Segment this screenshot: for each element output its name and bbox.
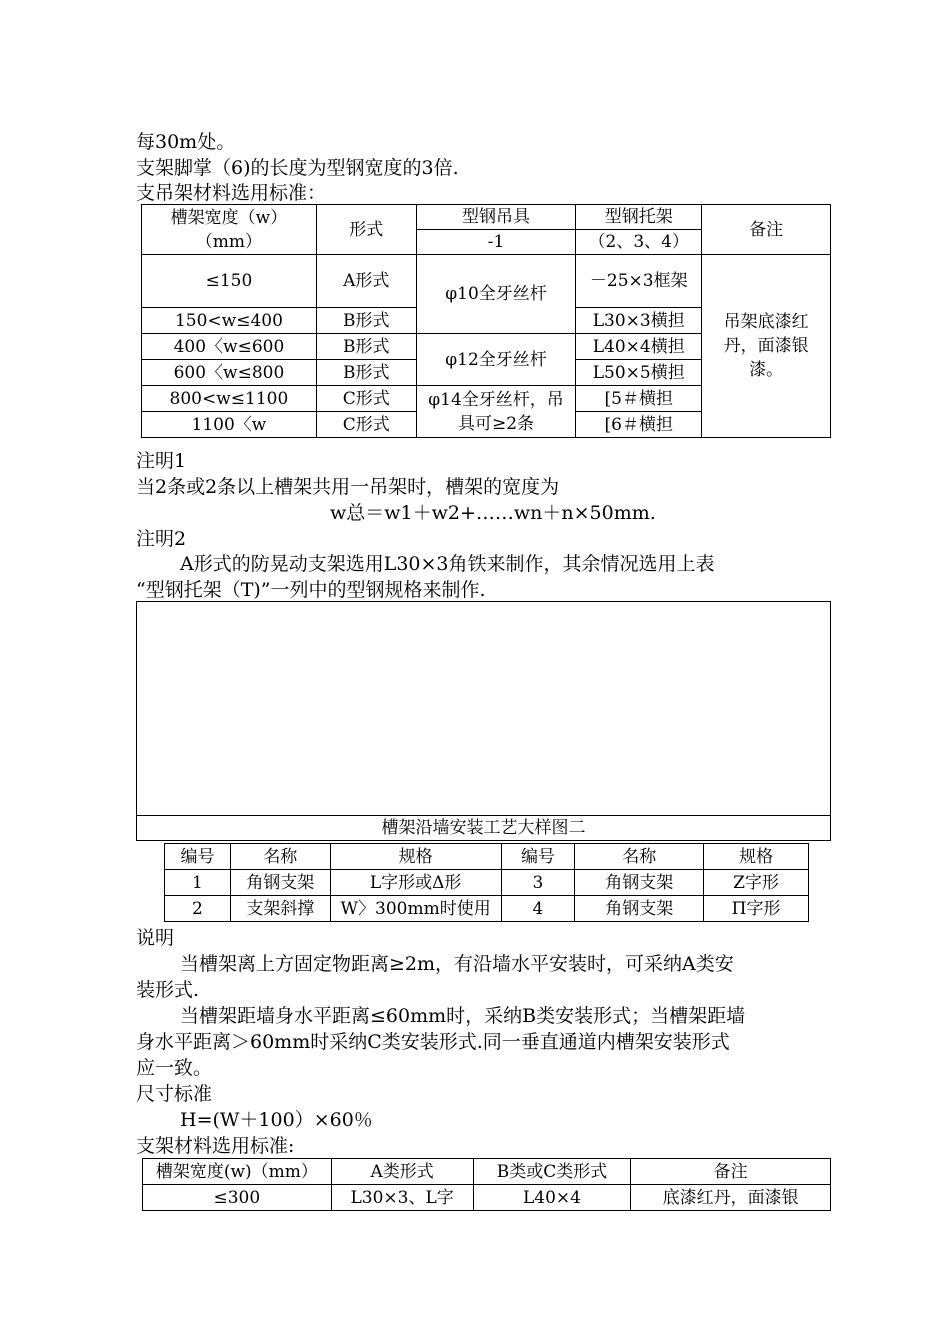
cell-note: 吊架底漆红丹，面漆银漆。 <box>702 255 831 438</box>
cell: Π字形 <box>704 896 809 922</box>
header-width: 槽架宽度（w） （mm） <box>142 205 317 255</box>
header-cell: 规格 <box>704 844 809 870</box>
formula: w总＝w1＋w2+……wn＋n×50mm. <box>330 502 656 524</box>
text-line: 当2条或2条以上槽架共用一吊架时，槽架的宽度为 <box>136 476 560 498</box>
cell-bracket: －25×3框架 <box>576 255 702 308</box>
cell-width: ≤150 <box>142 255 317 308</box>
header-cell: 名称 <box>230 844 330 870</box>
cell: L字形或Δ形 <box>330 870 501 896</box>
cell: 4 <box>501 896 575 922</box>
cell-form: B形式 <box>316 334 416 360</box>
text-line: “型钢托架（T)”一列中的型钢规格来制作. <box>136 579 486 601</box>
note-title: 注明1 <box>136 450 187 472</box>
cell-bracket: L50×5横担 <box>576 360 702 386</box>
cell: 角钢支架 <box>230 870 330 896</box>
header-cell: 备注 <box>631 1159 831 1185</box>
text-line: 身水平距离＞60mm时采纳C类安装形式.同一垂直通道内槽架安装形式 <box>136 1031 730 1053</box>
cell: L30×3、L字 <box>331 1185 473 1211</box>
text-line: A形式的防晃动支架选用L30×3角铁来制作，其余情况选用上表 <box>180 553 715 575</box>
cell-form: C形式 <box>316 386 416 412</box>
cell-form: A形式 <box>316 255 416 308</box>
section-heading: 支架材料选用标准: <box>136 1135 295 1157</box>
note-title: 注明2 <box>136 528 187 550</box>
drawing-caption: 槽架沿墙安装工艺大样图二 <box>137 815 830 841</box>
cell-hanger: φ10全牙丝杆 <box>416 255 576 334</box>
cell-hanger: φ14全牙丝杆，吊具可≥2条 <box>416 386 576 438</box>
header-form: 形式 <box>316 205 416 255</box>
text-line: 装形式. <box>136 979 200 1001</box>
header-cell: 名称 <box>575 844 704 870</box>
drawing-area <box>137 602 830 814</box>
bracket-material-table <box>142 1158 831 1211</box>
cell-width: 400〈w≤600 <box>142 334 317 360</box>
cell: ≤300 <box>143 1185 332 1211</box>
header-hanger: 型钢吊具 <box>416 205 576 230</box>
parts-table <box>164 843 809 922</box>
section-heading: 尺寸标准 <box>136 1083 213 1105</box>
section-heading: 说明 <box>136 927 175 949</box>
text-line: 当槽架离上方固定物距离≥2m，有沿墙水平安装时，可采纳A类安 <box>180 953 734 975</box>
header-cell: B类或C类形式 <box>473 1159 631 1185</box>
cell-width: 150<w≤400 <box>142 308 317 334</box>
cell-form: C形式 <box>316 412 416 438</box>
text-line: 支架脚掌（6)的长度为型钢宽度的3倍. <box>136 157 459 179</box>
header-cell: 编号 <box>501 844 575 870</box>
text-line: 每30m处。 <box>136 131 236 153</box>
section-heading: 支吊架材料选用标准： <box>136 182 327 204</box>
cell-bracket: L30×3横担 <box>576 308 702 334</box>
cell: 支架斜撑 <box>230 896 330 922</box>
cell-width: 800<w≤1100 <box>142 386 317 412</box>
header-cell: 编号 <box>165 844 231 870</box>
cell: W〉300mm时使用 <box>330 896 501 922</box>
cell-form: B形式 <box>316 308 416 334</box>
cell-form: B形式 <box>316 360 416 386</box>
cell: 角钢支架 <box>575 896 704 922</box>
cell-hanger: φ12全牙丝杆 <box>416 334 576 386</box>
text-line: 当槽架距墙身水平距离≤60mm时，采纳B类安装形式；当槽架距墙 <box>180 1005 746 1027</box>
cell-bracket: [6＃横担 <box>576 412 702 438</box>
cell: 1 <box>165 870 231 896</box>
cell-bracket: [5＃横担 <box>576 386 702 412</box>
drawing-figure <box>136 601 831 841</box>
header-note: 备注 <box>702 205 831 255</box>
cell: 2 <box>165 896 231 922</box>
cell: 角钢支架 <box>575 870 704 896</box>
header-cell: A类形式 <box>331 1159 473 1185</box>
header-hanger-sub: -1 <box>416 230 576 255</box>
header-cell: 规格 <box>330 844 501 870</box>
cell-width: 1100〈w <box>142 412 317 438</box>
cell: 3 <box>501 870 575 896</box>
hanger-material-table <box>141 204 831 438</box>
cell: 底漆红丹，面漆银 <box>631 1185 831 1211</box>
header-cell: 槽架宽度(w)（mm） <box>143 1159 332 1185</box>
cell: L40×4 <box>473 1185 631 1211</box>
text-line: 应一致。 <box>136 1057 213 1079</box>
cell-width: 600〈w≤800 <box>142 360 317 386</box>
header-bracket: 型钢托架 <box>576 205 702 230</box>
formula: H=(W＋100）×60％ <box>180 1109 373 1131</box>
header-bracket-sub: （2、3、4） <box>576 230 702 255</box>
cell-bracket: L40×4横担 <box>576 334 702 360</box>
cell: Z字形 <box>704 870 809 896</box>
